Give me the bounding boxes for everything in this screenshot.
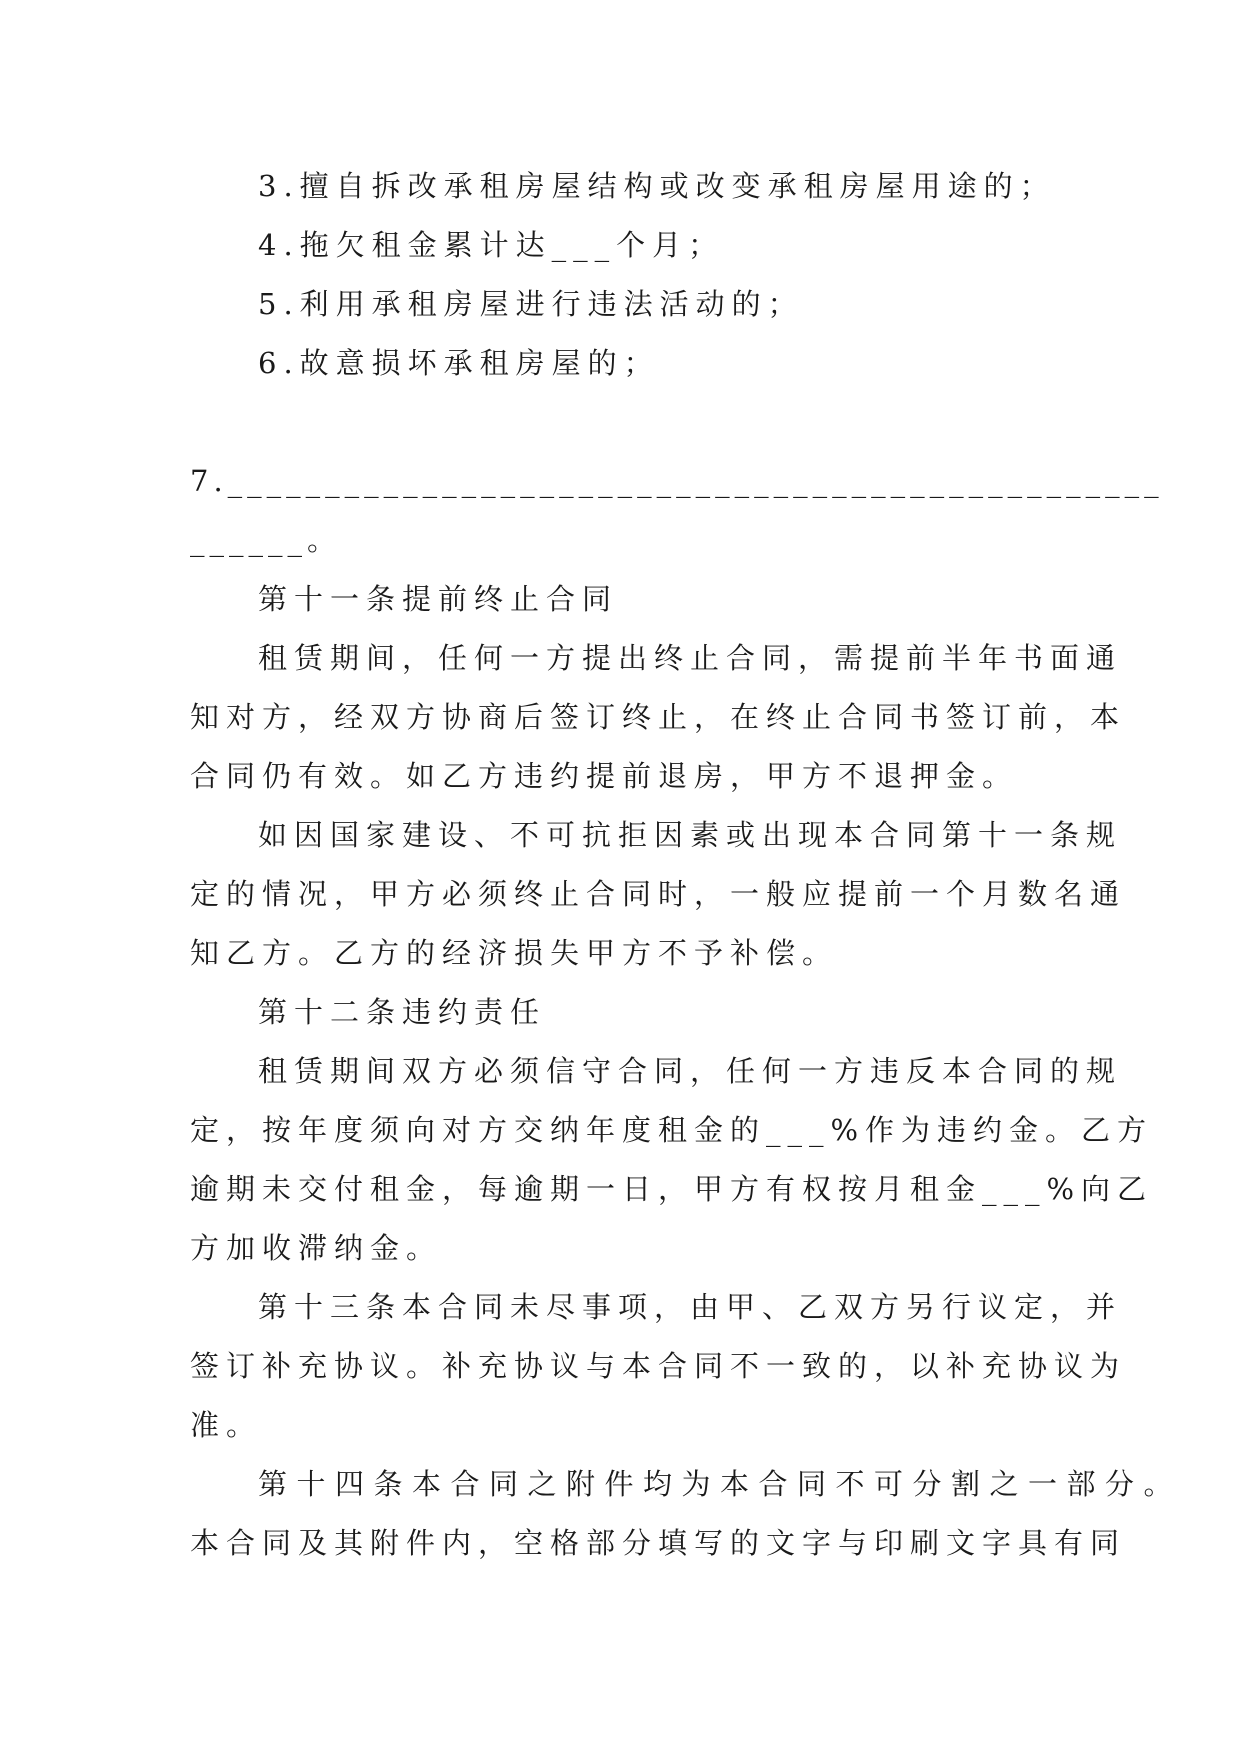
paragraph-line: 如因国家建设、不可抗拒因素或出现本合同第十一条规: [258, 818, 1123, 852]
paragraph-line: 签订补充协议。补充协议与本合同不一致的，以补充协议为: [190, 1349, 1127, 1383]
paragraph-line: 定，按年度须向对方交纳年度租金的___%作为违约金。乙方: [190, 1113, 1154, 1147]
paragraph-line: 租赁期间双方必须信守合同，任何一方违反本合同的规: [258, 1054, 1123, 1088]
article-12-heading: 第十二条违约责任: [258, 995, 547, 1029]
clause-item-6: 6.故意损坏承租房屋的；: [258, 346, 660, 380]
paragraph-line: 租赁期间，任何一方提出终止合同，需提前半年书面通: [258, 641, 1123, 675]
article-14-paragraph: 第十四条本合同之附件均为本合同不可分割之一部分。: [258, 1467, 1183, 1501]
clause-item-7: 7.________________________________________________: [190, 464, 1164, 498]
clause-item-5: 5.利用承租房屋进行违法活动的；: [258, 287, 804, 321]
paragraph-line: 合同仍有效。如乙方违约提前退房，甲方不退押金。: [190, 759, 1019, 793]
clause-item-3: 3.擅自拆改承租房屋结构或改变承租房屋用途的；: [258, 169, 1056, 203]
paragraph-line: 知对方，经双方协商后签订终止，在终止合同书签订前，本: [190, 700, 1127, 734]
paragraph-line: 本合同及其附件内，空格部分填写的文字与印刷文字具有同: [190, 1526, 1127, 1560]
clause-item-7-continued: ______。: [190, 523, 342, 557]
paragraph-line: 方加收滞纳金。: [190, 1231, 443, 1265]
paragraph-line: 定的情况，甲方必须终止合同时，一般应提前一个月数名通: [190, 877, 1127, 911]
paragraph-line: 准。: [190, 1408, 263, 1442]
paragraph-line: 逾期未交付租金，每逾期一日，甲方有权按月租金___%向乙: [190, 1172, 1154, 1206]
article-11-heading: 第十一条提前终止合同: [258, 582, 619, 616]
paragraph-line: 知乙方。乙方的经济损失甲方不予补偿。: [190, 936, 839, 970]
article-13-paragraph: 第十三条本合同未尽事项，由甲、乙双方另行议定，并: [258, 1290, 1123, 1324]
clause-item-4: 4.拖欠租金累计达___个月；: [258, 228, 725, 262]
